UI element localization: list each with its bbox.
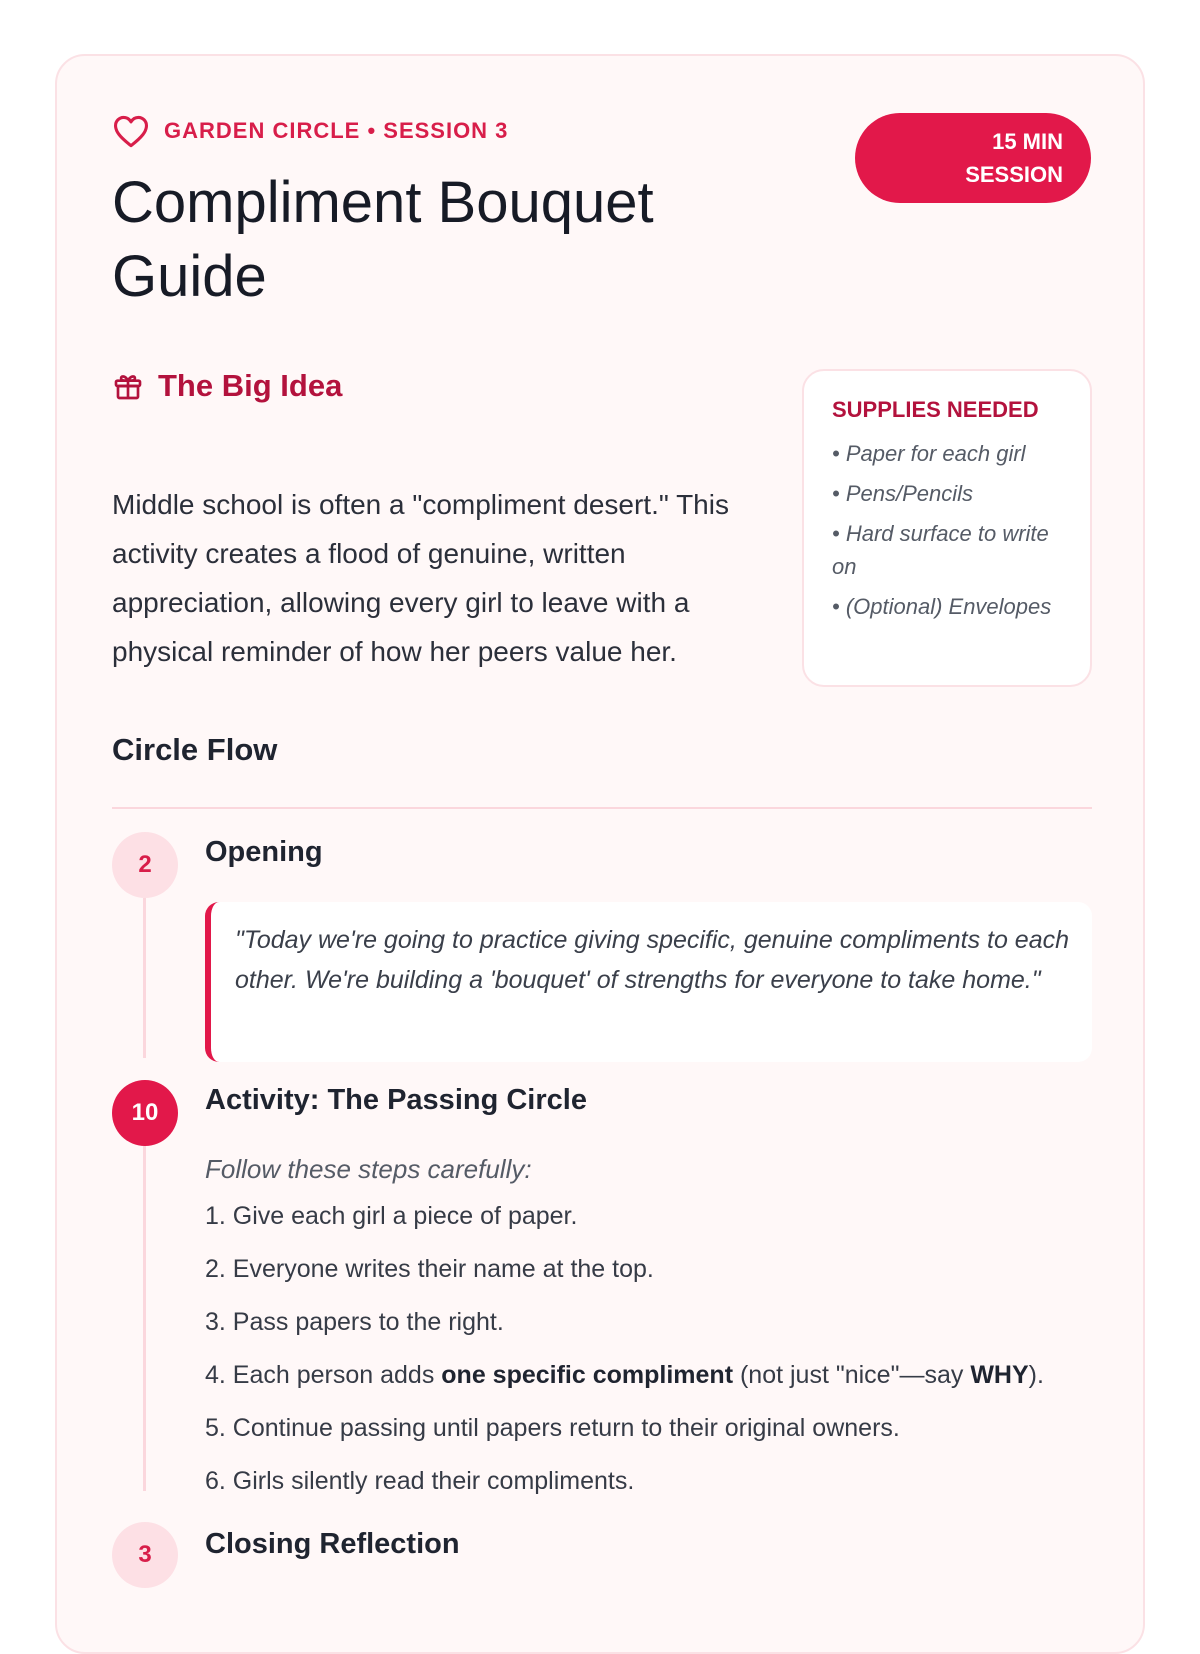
step-minutes-badge: 2 (112, 832, 178, 898)
supply-item: • Hard surface to write on (832, 521, 1049, 579)
step-4-suffix: ). (1028, 1361, 1044, 1389)
step-minutes-badge: 3 (112, 1522, 178, 1588)
step-4-prefix: 4. Each person adds (205, 1361, 442, 1389)
heart-icon (112, 114, 150, 148)
list-item: 1. Give each girl a piece of paper. (205, 1202, 578, 1230)
timeline-line (143, 1146, 146, 1491)
big-idea-heading (112, 368, 342, 404)
activity-steps (205, 1190, 1105, 1508)
opening-quote: "Today we're going to practice giving specific, genuine compliments to each other. We're building a 'bouquet' of strengths for everyone to take home." (205, 902, 1092, 1062)
list-item (205, 1349, 1105, 1402)
supplies-box (802, 369, 1092, 687)
list-item: 6. Girls silently read their compliments. (205, 1467, 635, 1495)
duration-badge (855, 113, 1091, 203)
big-idea-text: Middle school is often a "compliment desert." This activity creates a flood of genuine, written appreciation, allowing every girl to leave with a physical reminder of how her peers value her. (112, 489, 729, 667)
step-title-opening: Opening (205, 836, 323, 868)
circle-flow-title: Circle Flow (112, 732, 278, 767)
supplies-list (832, 437, 1064, 623)
badge-line-2: SESSION (965, 162, 1063, 187)
activity-subtitle: Follow these steps carefully: (205, 1154, 532, 1184)
eyebrow (112, 114, 508, 148)
gift-icon (112, 370, 144, 402)
step-minutes-badge: 10 (112, 1080, 178, 1146)
step-title-closing: Closing Reflection (205, 1528, 460, 1560)
page-title: Compliment Bouquet Guide (112, 170, 654, 309)
step-4-middle: (not just "nice"—say (733, 1361, 971, 1389)
supplies-title: SUPPLIES NEEDED (832, 397, 1039, 422)
big-idea-title: The Big Idea (158, 368, 343, 403)
supply-item: • Pens/Pencils (832, 481, 973, 506)
list-item: 5. Continue passing until papers return to their original owners. (205, 1414, 900, 1442)
step-4-bold-why: WHY (970, 1361, 1029, 1389)
step-4-bold-compliment: one specific compliment (441, 1361, 734, 1389)
timeline-line (143, 898, 146, 1058)
list-item: 2. Everyone writes their name at the top. (205, 1255, 654, 1283)
step-title-activity: Activity: The Passing Circle (205, 1084, 587, 1116)
list-item: 3. Pass papers to the right. (205, 1308, 504, 1336)
divider (112, 807, 1092, 809)
supply-item: • (Optional) Envelopes (832, 594, 1052, 619)
guide-card (55, 54, 1145, 1654)
supply-item: • Paper for each girl (832, 441, 1026, 466)
badge-line-1: 15 MIN (992, 129, 1063, 154)
eyebrow-text: GARDEN CIRCLE • SESSION 3 (164, 118, 509, 143)
